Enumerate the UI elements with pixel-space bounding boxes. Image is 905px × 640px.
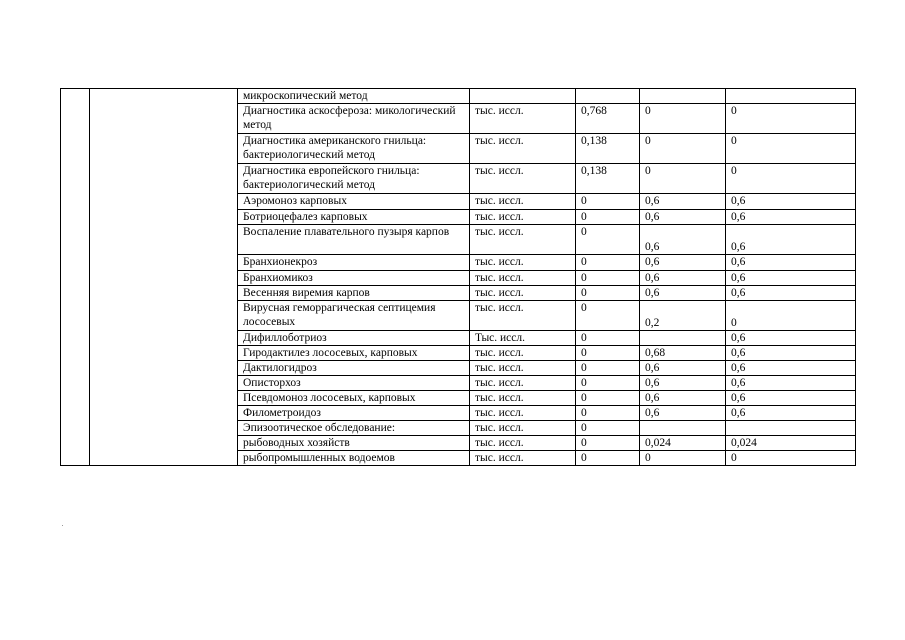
value-cell: 0 <box>726 134 856 164</box>
value-cell: 0 <box>640 451 726 466</box>
value-cell: 0,6 <box>640 271 726 286</box>
value-cell <box>640 421 726 436</box>
unit-cell: тыс. иссл. <box>470 391 576 406</box>
value-cell: 0,6 <box>726 331 856 346</box>
unit-cell: тыс. иссл. <box>470 225 576 255</box>
row-name-cell: Весенняя виремия карпов <box>238 286 470 301</box>
value-cell: 0,024 <box>726 436 856 451</box>
unit-cell: тыс. иссл. <box>470 134 576 164</box>
value-cell <box>576 89 640 104</box>
value-cell: 0,6 <box>640 286 726 301</box>
blank-col-1 <box>61 89 90 466</box>
value-cell: 0,6 <box>640 406 726 421</box>
unit-cell: тыс. иссл. <box>470 210 576 225</box>
unit-cell: тыс. иссл. <box>470 164 576 194</box>
value-cell: 0,6 <box>726 255 856 271</box>
value-cell: 0 <box>576 391 640 406</box>
value-cell: 0,6 <box>640 225 726 255</box>
value-cell <box>726 89 856 104</box>
unit-cell: тыс. иссл. <box>470 376 576 391</box>
value-cell <box>640 331 726 346</box>
row-name-cell: Эпизоотическое обследование: <box>238 421 470 436</box>
table-row <box>61 89 856 104</box>
value-cell: 0,68 <box>640 346 726 361</box>
unit-cell: тыс. иссл. <box>470 436 576 451</box>
value-cell: 0 <box>576 194 640 210</box>
value-cell: 0 <box>576 346 640 361</box>
value-cell: 0,2 <box>640 301 726 331</box>
value-cell: 0 <box>576 406 640 421</box>
row-name-cell: Дактилогидроз <box>238 361 470 376</box>
value-cell: 0,6 <box>726 346 856 361</box>
value-cell: 0,6 <box>726 391 856 406</box>
unit-cell: тыс. иссл. <box>470 406 576 421</box>
row-name-cell: Диагностика европейского гнильца: бактериологический метод <box>238 164 470 194</box>
value-cell: 0 <box>726 104 856 134</box>
value-cell: 0 <box>576 451 640 466</box>
row-name-cell: Диагностика аскосфероза: микологический метод <box>238 104 470 134</box>
value-cell: 0,6 <box>726 406 856 421</box>
value-cell: 0,6 <box>726 210 856 225</box>
unit-cell: тыс. иссл. <box>470 194 576 210</box>
row-name-cell: Бранхионекроз <box>238 255 470 271</box>
value-cell: 0 <box>576 361 640 376</box>
row-name-cell: Вирусная геморрагическая септицемия лососевых <box>238 301 470 331</box>
row-name-cell: Псевдомоноз лососевых, карповых <box>238 391 470 406</box>
value-cell: 0 <box>640 164 726 194</box>
value-cell: 0 <box>576 436 640 451</box>
value-cell: 0,6 <box>726 286 856 301</box>
blank-col-2 <box>90 89 238 466</box>
row-name-cell: Ботриоцефалез карповых <box>238 210 470 225</box>
value-cell: 0 <box>576 225 640 255</box>
value-cell: 0 <box>576 421 640 436</box>
value-cell: 0 <box>640 134 726 164</box>
value-cell: 0,6 <box>640 255 726 271</box>
unit-cell: тыс. иссл. <box>470 286 576 301</box>
value-cell: 0 <box>576 286 640 301</box>
unit-cell <box>470 89 576 104</box>
value-cell: 0 <box>576 376 640 391</box>
value-cell: 0 <box>726 164 856 194</box>
row-name-cell: Дифиллоботриоз <box>238 331 470 346</box>
unit-cell: тыс. иссл. <box>470 271 576 286</box>
value-cell: 0,6 <box>726 194 856 210</box>
value-cell: 0 <box>726 301 856 331</box>
value-cell: 0,138 <box>576 164 640 194</box>
value-cell: 0,768 <box>576 104 640 134</box>
value-cell: 0 <box>576 271 640 286</box>
value-cell: 0,024 <box>640 436 726 451</box>
value-cell: 0,6 <box>640 376 726 391</box>
value-cell: 0,6 <box>640 361 726 376</box>
row-name-cell: Воспаление плавательного пузыря карпов <box>238 225 470 255</box>
row-name-cell: рыбопромышленных водоемов <box>238 451 470 466</box>
value-cell: 0,138 <box>576 134 640 164</box>
value-cell: 0,6 <box>640 194 726 210</box>
value-cell: 0,6 <box>640 391 726 406</box>
value-cell <box>640 89 726 104</box>
unit-cell: тыс. иссл. <box>470 104 576 134</box>
row-name-cell: Филометроидоз <box>238 406 470 421</box>
row-name-cell: Диагностика американского гнильца: бактериологический метод <box>238 134 470 164</box>
value-cell: 0 <box>576 210 640 225</box>
value-cell: 0,6 <box>726 271 856 286</box>
value-cell: 0,6 <box>640 210 726 225</box>
row-name-cell: микроскопический метод <box>238 89 470 104</box>
value-cell: 0,6 <box>726 361 856 376</box>
row-name-cell: рыбоводных хозяйств <box>238 436 470 451</box>
value-cell: 0,6 <box>726 376 856 391</box>
value-cell: 0,6 <box>726 225 856 255</box>
unit-cell: тыс. иссл. <box>470 346 576 361</box>
unit-cell: тыс. иссл. <box>470 301 576 331</box>
value-cell: 0 <box>576 255 640 271</box>
unit-cell: Тыс. иссл. <box>470 331 576 346</box>
unit-cell: тыс. иссл. <box>470 255 576 271</box>
row-name-cell: Описторхоз <box>238 376 470 391</box>
value-cell <box>726 421 856 436</box>
value-cell: 0 <box>726 451 856 466</box>
data-table <box>60 88 856 466</box>
row-name-cell: Бранхиомикоз <box>238 271 470 286</box>
value-cell: 0 <box>640 104 726 134</box>
unit-cell: тыс. иссл. <box>470 451 576 466</box>
row-name-cell: Гиродактилез лососевых, карповых <box>238 346 470 361</box>
row-name-cell: Аэромоноз карповых <box>238 194 470 210</box>
unit-cell: тыс. иссл. <box>470 361 576 376</box>
value-cell: 0 <box>576 301 640 331</box>
scan-speck <box>62 525 63 526</box>
table-body <box>61 89 856 466</box>
value-cell: 0 <box>576 331 640 346</box>
unit-cell: тыс. иссл. <box>470 421 576 436</box>
